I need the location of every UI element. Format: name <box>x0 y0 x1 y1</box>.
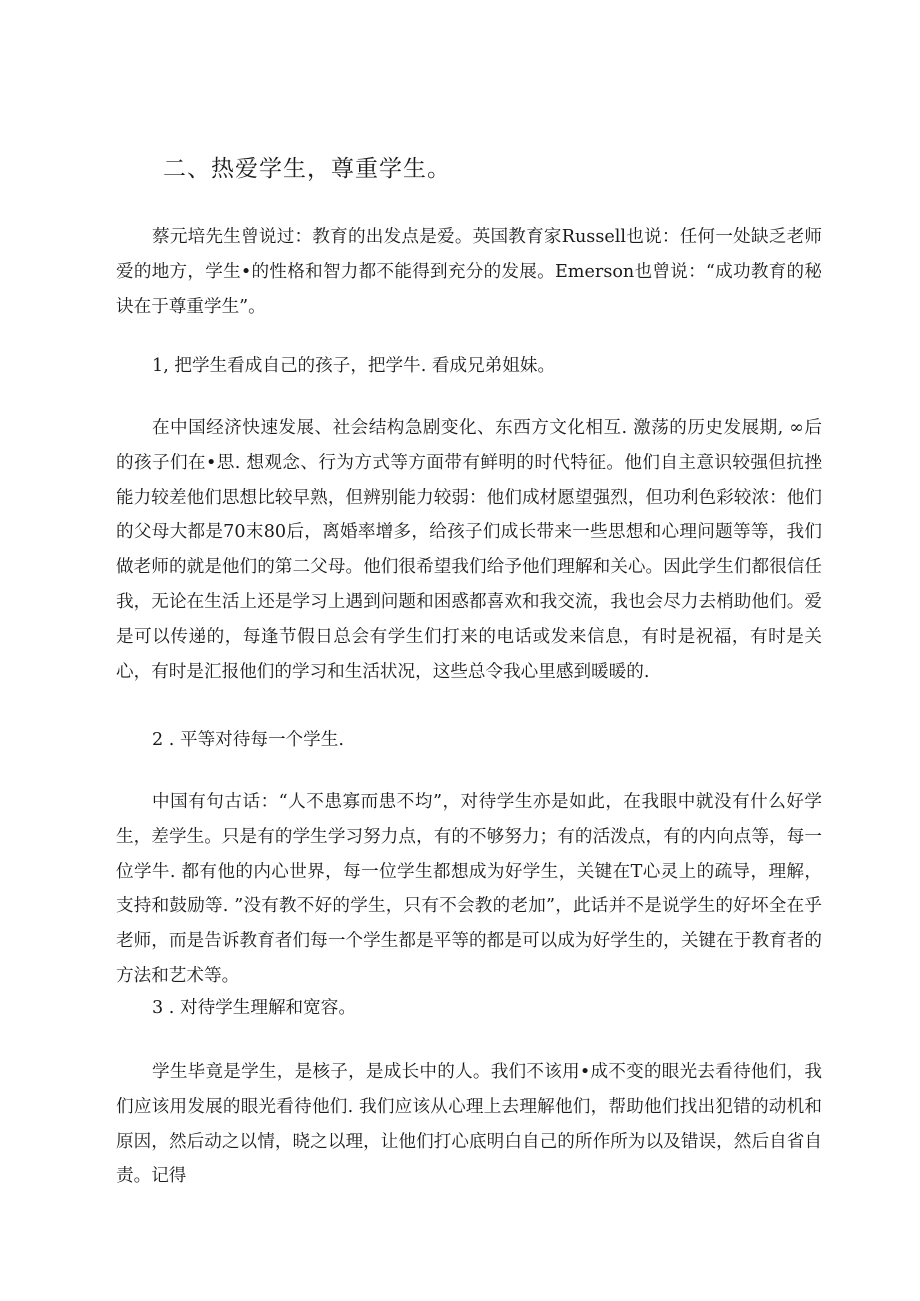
item-2-paragraph: 中国有句古话：“人不患寡而患不均”，对待学生亦是如此，在我眼中就没有什么好学生，差学生。只是有的学生学习努力点，有的不够努力；有的活泼点，有的内向点等，每一位学牛. 都有他的内心世界，每一位学生都想成为好学生，关键在T心灵上的疏导，理解，支持和鼓励等. ”没有教不好的学生，只有不会教的老加”，此话并不是说学生的好坏全在乎老师，而是告诉教育者们每一个学生都是平等的都是可以成为好学生的，关键在于教育者的方法和艺术等。 <box>116 792 822 986</box>
item-3-paragraph: 学生毕竟是学生，是核子，是成长中的人。我们不该用•成不变的眼光去看待他们，我们应该用发展的眼光看待他们. 我们应该从心理上去理解他们，帮助他们找出犯错的动机和原因，然后动之以情，晓之以理，让他们打心底明白自己的所作所为以及错误，然后自省自责。记得 <box>116 1062 822 1187</box>
item-1-paragraph: 在中国经济快速发展、社会结构急剧变化、东西方文化相互. 激荡的历史发展期, ∞后的孩子们在•思. 想观念、行为方式等方面带有鲜明的时代特征。他们自主意识较强但抗挫能力较差他们思想比较早熟，但辨别能力较弱：他们成材愿望强烈，但功利色彩较浓：他们的父母大都是70末80后，离婚率增多，给孩子们成长带来一些思想和心理问题等等，我们做老师的就是他们的第二父母。他们很希望我们给予他们理解和关心。因此学生们都很信任我，无论在生活上还是学习上遇到问题和困惑都喜欢和我交流，我也会尽力去梢助他们。爱是可以传递的，每逢节假日总会有学生们打来的电话或发来信息，有时是祝福，有时是关心，有时是汇报他们的学习和生活状况，这些总令我心里感到暖暖的. <box>116 418 822 682</box>
item-2-title: 2 . 平等对待每一个学生. <box>152 730 344 750</box>
item-1-title: 1, 把学生看成自己的孩子，把学牛. 看成兄弟姐妹。 <box>152 356 556 376</box>
section-heading: 二、热爱学生，尊重学生。 <box>163 156 451 182</box>
item-3-title: 3 . 对待学生理解和宽容。 <box>152 998 356 1018</box>
intro-paragraph: 蔡元培先生曾说过：教育的出发点是爱。英国教育家Russell也说：任何一处缺乏老师爱的地方，学生•的性格和智力都不能得到充分的发展。Emerson也曾说：“成功教育的秘诀在于尊重学生”。 <box>116 227 822 317</box>
